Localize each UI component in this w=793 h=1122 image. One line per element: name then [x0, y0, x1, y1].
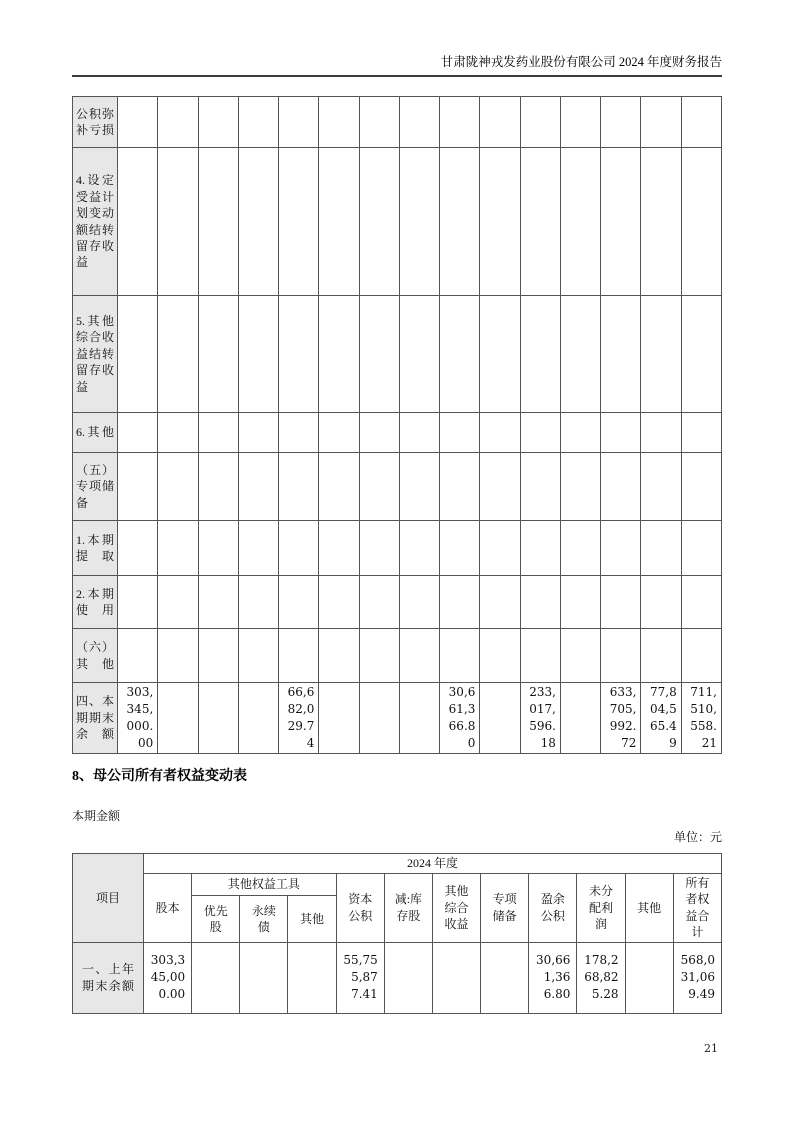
- table-row: [73, 296, 722, 413]
- value-cell: [238, 521, 278, 576]
- value-cell: [480, 629, 520, 683]
- value-cell: [480, 521, 520, 576]
- value-cell: [118, 97, 158, 148]
- row-label-cell: 6.其他: [73, 413, 118, 453]
- value-cell: 77,804,565.49: [641, 683, 681, 754]
- value-cell: [238, 576, 278, 629]
- value-cell: [601, 148, 641, 296]
- value-cell: [520, 521, 560, 576]
- value-cell: [601, 413, 641, 453]
- table-row-prior-year-end-balance: [73, 942, 722, 1013]
- row-label-cell: 4.设定受益计划变动额结转留存收益: [73, 148, 118, 296]
- value-cell: [440, 576, 480, 629]
- value-cell: 303,345,000.00: [144, 942, 192, 1013]
- value-cell: [359, 629, 399, 683]
- value-cell: [520, 453, 560, 521]
- table-row: [73, 413, 722, 453]
- value-cell: 178,268,825.28: [577, 942, 625, 1013]
- value-cell: [238, 296, 278, 413]
- value-cell: [118, 521, 158, 576]
- value-cell: [319, 629, 359, 683]
- row-label-cell: （六）其他: [73, 629, 118, 683]
- value-cell: [399, 97, 439, 148]
- col-header-less-treasury-shares: 减:库存股: [384, 874, 432, 943]
- col-header-item: 项目: [73, 854, 144, 943]
- value-cell: [118, 453, 158, 521]
- value-cell: [480, 453, 520, 521]
- value-cell: [440, 629, 480, 683]
- value-cell: [198, 148, 238, 296]
- row-label-cell: 公积弥补亏损: [73, 97, 118, 148]
- value-cell: [279, 97, 319, 148]
- value-cell: [158, 148, 198, 296]
- value-cell: [319, 683, 359, 754]
- col-header-special-reserve: 专项储备: [481, 874, 529, 943]
- value-cell: [279, 576, 319, 629]
- value-cell: [560, 576, 600, 629]
- value-cell: [681, 629, 721, 683]
- value-cell: [192, 942, 240, 1013]
- consolidated-equity-table-continued: [72, 96, 722, 754]
- page-header: [72, 54, 722, 77]
- value-cell: [481, 942, 529, 1013]
- row-label-cell: 5.其他综合收益结转留存收益: [73, 296, 118, 413]
- value-cell: [158, 97, 198, 148]
- value-cell: [560, 453, 600, 521]
- value-cell: 568,031,069.49: [673, 942, 721, 1013]
- value-cell: [520, 629, 560, 683]
- period-amount-label: 本期金额: [72, 809, 121, 823]
- col-header-capital-reserve: 资本公积: [336, 874, 384, 943]
- table-row: [73, 97, 722, 148]
- value-cell: [641, 296, 681, 413]
- value-cell: [601, 296, 641, 413]
- table-row: [73, 576, 722, 629]
- value-cell: [440, 453, 480, 521]
- table-row: [73, 629, 722, 683]
- value-cell: [198, 576, 238, 629]
- value-cell: [118, 413, 158, 453]
- col-header-period: 2024 年度: [144, 854, 722, 874]
- value-cell: [681, 148, 721, 296]
- col-header-surplus-reserve: 盈余公积: [529, 874, 577, 943]
- value-cell: [279, 413, 319, 453]
- value-cell: [359, 521, 399, 576]
- value-cell: [384, 942, 432, 1013]
- value-cell: [399, 629, 439, 683]
- value-cell: [198, 683, 238, 754]
- value-cell: [560, 683, 600, 754]
- value-cell: [238, 97, 278, 148]
- col-header-share-capital: 股本: [144, 874, 192, 943]
- value-cell: [641, 453, 681, 521]
- value-cell: [158, 453, 198, 521]
- value-cell: [198, 296, 238, 413]
- page-number: 21: [704, 1042, 718, 1055]
- value-cell: [158, 413, 198, 453]
- value-cell: [681, 296, 721, 413]
- table-row: [73, 453, 722, 521]
- value-cell: [198, 453, 238, 521]
- value-cell: [359, 296, 399, 413]
- value-cell: [681, 453, 721, 521]
- value-cell: [238, 683, 278, 754]
- value-cell: [399, 413, 439, 453]
- table-row: [73, 521, 722, 576]
- value-cell: [641, 413, 681, 453]
- value-cell: [118, 576, 158, 629]
- value-cell: [641, 629, 681, 683]
- header-row-period: [73, 854, 722, 874]
- value-cell: [359, 148, 399, 296]
- value-cell: [440, 296, 480, 413]
- value-cell: [319, 148, 359, 296]
- value-cell: [601, 576, 641, 629]
- value-cell: [319, 296, 359, 413]
- value-cell: [601, 521, 641, 576]
- value-cell: [480, 148, 520, 296]
- value-cell: [480, 576, 520, 629]
- value-cell: [625, 942, 673, 1013]
- value-cell: [319, 453, 359, 521]
- value-cell: [238, 629, 278, 683]
- value-cell: [601, 453, 641, 521]
- value-cell: [158, 683, 198, 754]
- value-cell: [240, 942, 288, 1013]
- value-cell: [238, 453, 278, 521]
- row-label-cell: 2.本期使用: [73, 576, 118, 629]
- value-cell: [440, 148, 480, 296]
- value-cell: [359, 576, 399, 629]
- value-cell: [641, 97, 681, 148]
- value-cell: 55,755,877.41: [336, 942, 384, 1013]
- value-cell: [520, 97, 560, 148]
- col-header-total-owners-equity: 所有者权益合计: [673, 874, 721, 943]
- value-cell: [118, 629, 158, 683]
- value-cell: [641, 521, 681, 576]
- value-cell: [520, 296, 560, 413]
- value-cell: [560, 148, 600, 296]
- value-cell: [480, 296, 520, 413]
- value-cell: [198, 97, 238, 148]
- value-cell: [238, 413, 278, 453]
- row-label-cell: 1.本期提取: [73, 521, 118, 576]
- value-cell: [319, 413, 359, 453]
- value-cell: [641, 576, 681, 629]
- value-cell: [432, 942, 480, 1013]
- value-cell: [399, 296, 439, 413]
- value-cell: 233,017,596.18: [520, 683, 560, 754]
- value-cell: [279, 629, 319, 683]
- header-row-groups: [73, 874, 722, 896]
- value-cell: [158, 521, 198, 576]
- col-header-other-equity-instruments: 其他权益工具: [192, 874, 336, 896]
- value-cell: [480, 683, 520, 754]
- value-cell: [399, 148, 439, 296]
- parent-company-equity-table: [72, 853, 722, 1014]
- value-cell: [319, 97, 359, 148]
- value-cell: [681, 97, 721, 148]
- value-cell: [319, 521, 359, 576]
- table-row-period-end-balance: [73, 683, 722, 754]
- value-cell: [198, 413, 238, 453]
- value-cell: [520, 413, 560, 453]
- value-cell: [399, 521, 439, 576]
- value-cell: [359, 97, 399, 148]
- value-cell: [359, 683, 399, 754]
- section-heading: 8、母公司所有者权益变动表: [72, 769, 247, 784]
- value-cell: [198, 629, 238, 683]
- unit-label: 单位：元: [673, 830, 722, 844]
- value-cell: [440, 413, 480, 453]
- value-cell: 303,345,000.00: [118, 683, 158, 754]
- value-cell: [560, 413, 600, 453]
- value-cell: [319, 576, 359, 629]
- value-cell: [440, 97, 480, 148]
- value-cell: [681, 521, 721, 576]
- value-cell: [399, 576, 439, 629]
- col-header-other-comprehensive-income: 其他综合收益: [432, 874, 480, 943]
- row-label-cell: 一、上年期末余额: [73, 942, 144, 1013]
- value-cell: [641, 148, 681, 296]
- value-cell: [520, 148, 560, 296]
- value-cell: [359, 453, 399, 521]
- value-cell: [118, 148, 158, 296]
- value-cell: [601, 629, 641, 683]
- value-cell: [279, 521, 319, 576]
- value-cell: [158, 576, 198, 629]
- col-header-perpetual-bonds: 永续债: [240, 896, 288, 942]
- value-cell: 30,661,366.80: [440, 683, 480, 754]
- value-cell: [681, 413, 721, 453]
- value-cell: [288, 942, 336, 1013]
- value-cell: [279, 453, 319, 521]
- value-cell: [681, 576, 721, 629]
- value-cell: [480, 413, 520, 453]
- value-cell: 633,705,992.72: [601, 683, 641, 754]
- value-cell: [440, 521, 480, 576]
- value-cell: [520, 576, 560, 629]
- value-cell: [480, 97, 520, 148]
- value-cell: [118, 296, 158, 413]
- value-cell: [560, 521, 600, 576]
- col-header-other-equity-other: 其他: [288, 896, 336, 942]
- row-label-cell: （五）专项储备: [73, 453, 118, 521]
- value-cell: [399, 453, 439, 521]
- col-header-other: 其他: [625, 874, 673, 943]
- value-cell: [158, 629, 198, 683]
- table-row: [73, 148, 722, 296]
- value-cell: [198, 521, 238, 576]
- report-title: 甘肃陇神戎发药业股份有限公司 2024 年度财务报告: [440, 55, 722, 69]
- value-cell: [560, 97, 600, 148]
- value-cell: [238, 148, 278, 296]
- value-cell: [601, 97, 641, 148]
- value-cell: [158, 296, 198, 413]
- value-cell: [279, 296, 319, 413]
- value-cell: [560, 296, 600, 413]
- value-cell: [359, 413, 399, 453]
- value-cell: [560, 629, 600, 683]
- col-header-preferred-shares: 优先股: [192, 896, 240, 942]
- value-cell: 711,510,558.21: [681, 683, 721, 754]
- value-cell: 66,682,029.74: [279, 683, 319, 754]
- col-header-undistributed-profit: 未分配利润: [577, 874, 625, 943]
- value-cell: [279, 148, 319, 296]
- row-label-cell: 四、本期期末余额: [73, 683, 118, 754]
- report-page-content: [72, 0, 722, 1055]
- value-cell: 30,661,366.80: [529, 942, 577, 1013]
- value-cell: [399, 683, 439, 754]
